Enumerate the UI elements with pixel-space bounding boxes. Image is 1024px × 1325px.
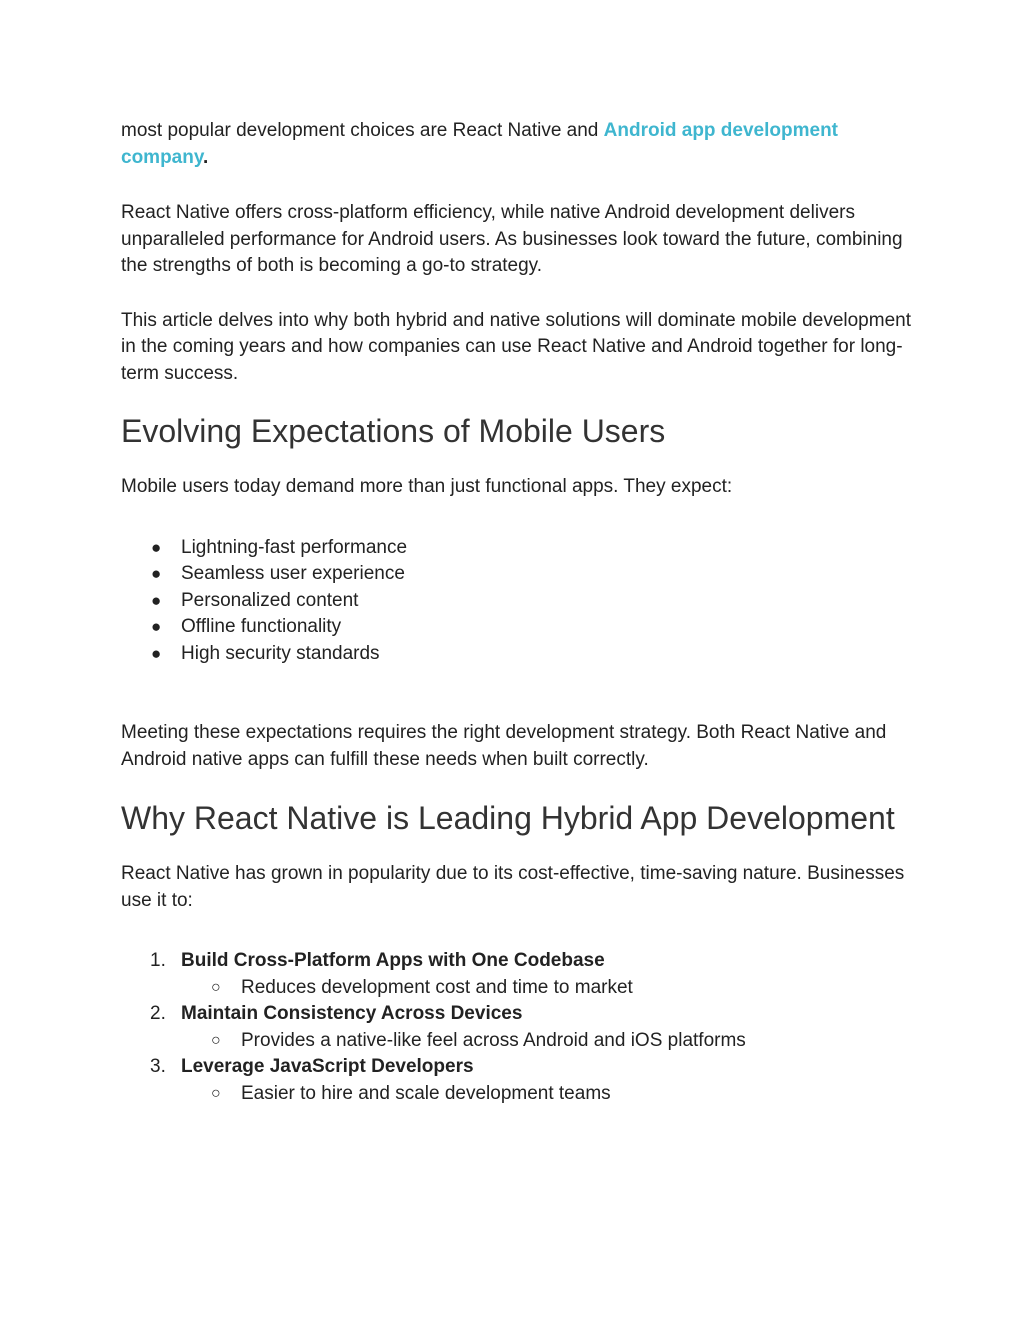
react-native-lead: React Native has grown in popularity due to its cost-effective, time-saving nature. Businesses use it to: [121, 863, 905, 911]
numbered-item [121, 1054, 911, 1107]
heading-why-react-native: Why React Native is Leading Hybrid App Development [121, 800, 895, 836]
item-title: Leverage JavaScript Developers [181, 1056, 474, 1077]
item-number: 1. [150, 950, 166, 971]
sub-list [181, 1081, 911, 1108]
item-number: 2. [150, 1003, 166, 1024]
list-item-label: Lightning-fast performance [181, 536, 408, 558]
list-item-label: Offline functionality [181, 616, 342, 637]
sub-list-item [181, 1081, 911, 1108]
heading-evolving-expectations: Evolving Expectations of Mobile Users [121, 413, 666, 449]
bullet-icon: ● [151, 537, 162, 557]
intro-text: most popular development choices are React Native and [121, 120, 604, 141]
list-item [121, 588, 911, 615]
intro-period: . [203, 146, 209, 168]
numbered-item [121, 948, 911, 1001]
list-item [121, 535, 911, 562]
circle-bullet-icon: ○ [211, 1031, 221, 1049]
list-item [121, 614, 911, 641]
list-item-label: Personalized content [181, 589, 359, 611]
android-app-development-company-link[interactable]: Android app development company [121, 120, 839, 168]
sub-item-label: Reduces development cost and time to market [241, 976, 633, 998]
expectations-closing: Meeting these expectations requires the right development strategy. Both React Native and Android native apps can fulfill these needs when built correctly. [121, 722, 887, 770]
list-item [121, 561, 911, 588]
bullet-icon: ● [151, 564, 162, 583]
item-number: 3. [150, 1056, 166, 1077]
item-title: Build Cross-Platform Apps with One Codebase [181, 950, 605, 971]
expectations-list [121, 535, 911, 668]
bullet-icon: ● [151, 617, 162, 636]
sub-list-item [181, 1028, 911, 1055]
list-item-label: High security standards [181, 642, 380, 664]
sub-list [181, 1028, 911, 1055]
expectations-lead: Mobile users today demand more than just functional apps. They expect: [121, 476, 733, 497]
bullet-icon: ● [151, 643, 162, 663]
document-page [121, 118, 911, 1107]
item-title: Maintain Consistency Across Devices [181, 1003, 523, 1024]
list-item [121, 641, 911, 668]
sub-item-label: Easier to hire and scale development teams [241, 1082, 611, 1104]
sub-list [181, 975, 911, 1002]
intro-paragraph-2: React Native offers cross-platform efficiency, while native Android development delivers unparalleled performance for Android users. As businesses look toward the future, combining the strengths of both is becoming a go-to strategy. [121, 202, 903, 276]
bullet-icon: ● [151, 590, 162, 610]
numbered-item [121, 1001, 911, 1054]
circle-bullet-icon: ○ [211, 1084, 221, 1102]
sub-item-label: Provides a native-like feel across Android and iOS platforms [241, 1029, 746, 1051]
react-native-benefits-list [121, 948, 911, 1107]
intro-paragraph-1 [121, 118, 911, 171]
intro-paragraph-3: This article delves into why both hybrid and native solutions will dominate mobile development in the coming years and how companies can use React Native and Android together for long-term success. [121, 309, 911, 384]
circle-bullet-icon: ○ [211, 978, 221, 996]
list-item-label: Seamless user experience [181, 563, 405, 584]
sub-list-item [181, 975, 911, 1002]
